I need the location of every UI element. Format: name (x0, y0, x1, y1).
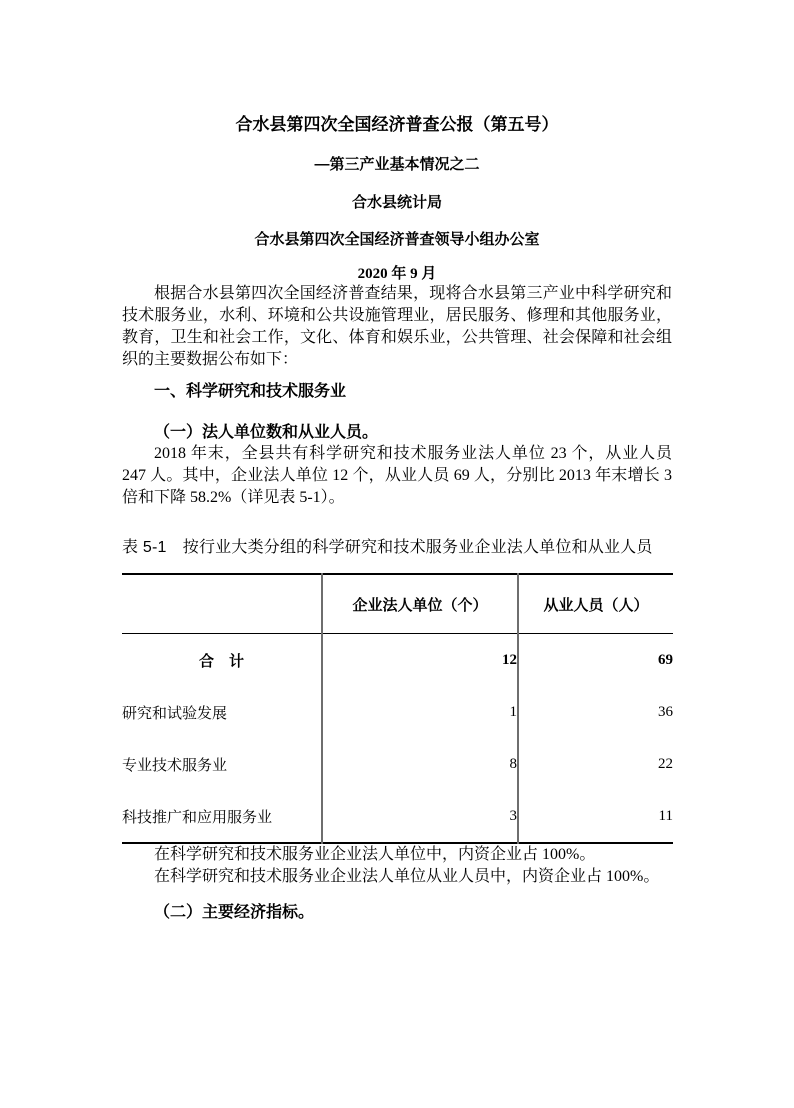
doc-title: 合水县第四次全国经济普查公报（第五号） (235, 115, 559, 134)
row-total-people: 69 (518, 634, 673, 687)
table-row-professional-services (122, 738, 673, 790)
row-research-people: 36 (518, 686, 673, 738)
table-header-row (122, 574, 673, 634)
row-label-total: 合 计 (198, 653, 244, 670)
subsection-heading-legal-units: （一）法人单位数和从业人员。 (154, 424, 379, 441)
table-header-enterprise-units: 企业法人单位（个） (322, 574, 518, 634)
table-row-total (122, 634, 673, 687)
issuing-org-statistics-bureau: 合水县统计局 (351, 194, 442, 211)
row-promotion-people: 11 (518, 790, 673, 843)
issuing-org-census-office: 合水县第四次全国经济普查领导小组办公室 (254, 231, 540, 248)
row-promotion-units: 3 (322, 790, 518, 843)
data-table-5-1 (122, 573, 673, 844)
table-row-research-development (122, 686, 673, 738)
row-label-research-development: 研究和试验发展 (122, 705, 228, 722)
table-row-tech-promotion (122, 790, 673, 843)
doc-date: 2020 年 9 月 (357, 266, 437, 282)
domestic-units-paragraph: 在科学研究和技术服务业企业法人单位中，内资企业占 100%。 (154, 846, 596, 863)
row-professional-people: 22 (518, 738, 673, 790)
row-research-units: 1 (322, 686, 518, 738)
domestic-staff-paragraph: 在科学研究和技术服务业企业法人单位从业人员中，内资企业占 100%。 (154, 868, 660, 885)
table-header-employed-persons: 从业人员（人） (518, 574, 673, 634)
table-header-category (122, 574, 322, 634)
row-professional-units: 8 (322, 738, 518, 790)
table-caption: 表 5-1 按行业大类分组的科学研究和技术服务业企业法人单位和从业人员 (122, 539, 653, 556)
doc-subtitle: —第三产业基本情况之二 (314, 156, 480, 173)
row-label-tech-promotion: 科技推广和应用服务业 (122, 809, 273, 826)
row-label-professional-services: 专业技术服务业 (122, 757, 228, 774)
stats-paragraph: 2018 年末，全县共有科学研究和技术服务业法人单位 23 个，从业人员 247 人。其中，企业法人单位 12 个，从业人员 69 人，分别比 2013 年末增长 3 倍和下降 58.2%（详见表 5-1）。 (122, 445, 672, 506)
intro-paragraph: 根据合水县第四次全国经济普查结果，现将合水县第三产业中科学研究和技术服务业，水利、环境和公共设施管理业，居民服务、修理和其他服务业，教育，卫生和社会工作，文化、体育和娱乐业，公共管理、社会保障和社会组织的主要数据公布如下： (122, 285, 672, 368)
subsection-heading-economic-indicators: （二）主要经济指标。 (154, 904, 315, 921)
row-total-units: 12 (322, 634, 518, 687)
section-heading-science-tech: 一、科学研究和技术服务业 (154, 383, 347, 400)
